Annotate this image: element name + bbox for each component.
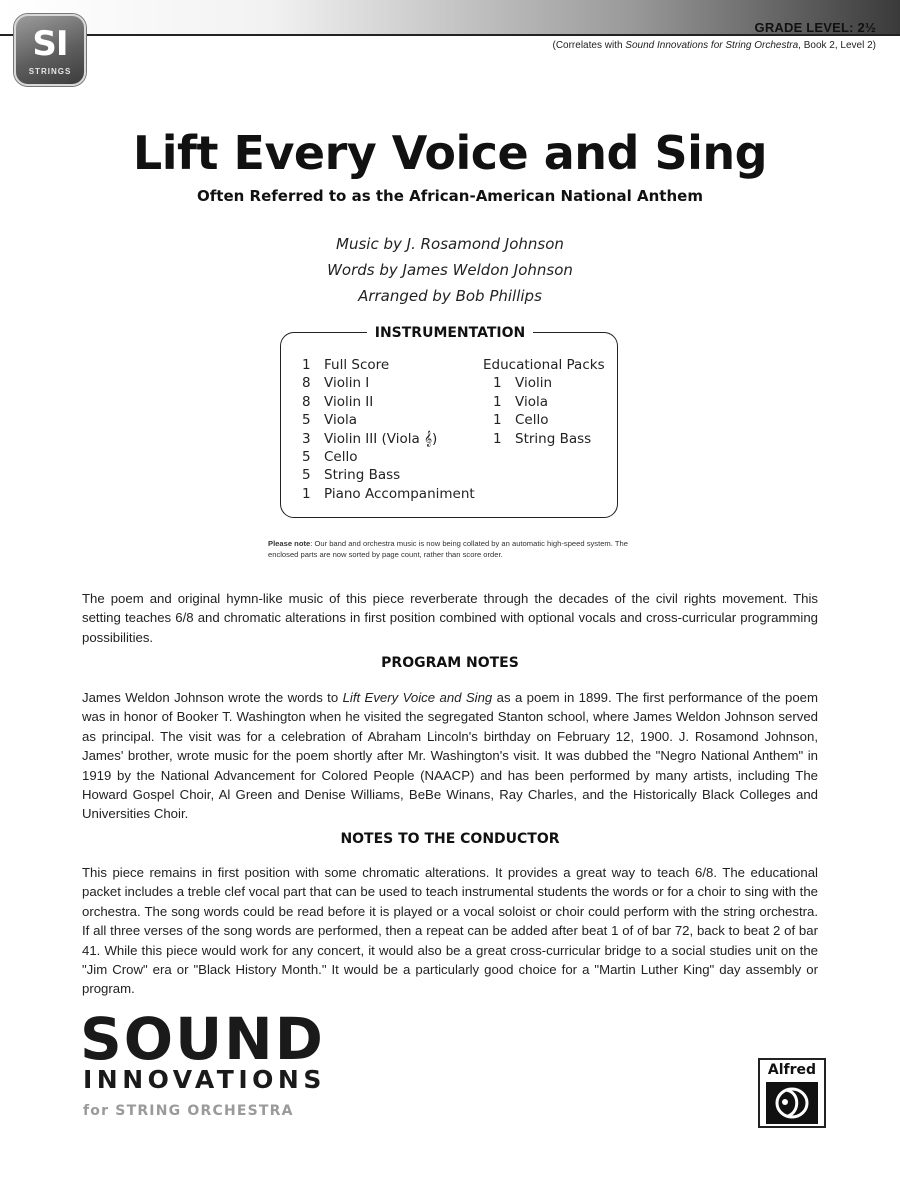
logo-text: SI <box>32 24 68 64</box>
pack-name: Violin <box>515 375 553 392</box>
pack-qty: 1 <box>493 393 502 410</box>
part-qty: 3 <box>302 430 311 447</box>
parts-list <box>302 356 475 503</box>
part-qty: 5 <box>302 467 311 484</box>
pack-qty: 1 <box>493 375 502 392</box>
part-name: Viola <box>324 412 357 429</box>
logo-subtext: STRINGS <box>28 67 72 76</box>
list-item <box>302 448 475 466</box>
part-qty: 5 <box>302 412 311 429</box>
part-qty: 8 <box>302 393 311 410</box>
list-item <box>483 430 605 448</box>
part-qty: 1 <box>302 485 311 502</box>
pack-qty: 1 <box>493 430 502 447</box>
sound-innovations-logo-sound: SOUND <box>80 1005 325 1073</box>
instrumentation-title: INSTRUMENTATION <box>367 325 534 341</box>
program-notes-paragraph <box>82 688 818 824</box>
correlates-prefix: (Correlates with <box>552 40 626 51</box>
part-qty: 1 <box>302 357 311 373</box>
list-item <box>302 466 475 484</box>
alfred-publisher-logo <box>758 1058 826 1128</box>
alfred-mark-icon <box>766 1082 818 1124</box>
part-name: Violin III (Viola 𝄞) <box>324 430 438 447</box>
instrumentation-title-wrap <box>0 324 900 342</box>
please-note <box>268 538 648 560</box>
list-item <box>483 374 605 392</box>
sound-innovations-logo-subtitle: for STRING ORCHESTRA <box>83 1103 294 1119</box>
list-item <box>302 411 475 429</box>
list-item <box>302 485 475 503</box>
part-name: Full Score <box>324 357 390 373</box>
list-item <box>302 374 475 392</box>
grade-level: GRADE LEVEL: 2½ <box>754 20 876 35</box>
correlates-suffix: , Book 2, Level 2) <box>798 40 876 51</box>
si-strings-logo <box>14 14 86 86</box>
part-qty: 5 <box>302 449 311 466</box>
part-name: String Bass <box>324 467 401 484</box>
list-item <box>483 393 605 411</box>
page-title: Lift Every Voice and Sing <box>132 126 768 180</box>
pack-name: String Bass <box>515 430 592 447</box>
conductor-notes-paragraph: This piece remains in first position with some chromatic alterations. It provides a great way to teach 6/8. The educational packet includes a treble clef vocal part that can be used to teach instrumental students the words or for a choir to sing with the orchestra. The song words could be read before it is played or a vocal soloist or choir could perform with the string orchestra. If all three verses of the song words are performed, then a repeat can be added after beat 1 of of bar 72, back to beat 2 of bar 41. While this piece would work for any concert, it would also be a great cross-curricular bridge to a social studies unit on the "Jim Crow" era or "Black History Month." It would be a particularly good choice for a "Martin Luther King" day assembly or program. <box>82 865 818 997</box>
list-item <box>302 356 475 374</box>
credit-arranged: Arranged by Bob Phillips <box>358 287 542 305</box>
part-qty: 8 <box>302 375 311 392</box>
pack-name: Viola <box>515 393 548 410</box>
program-notes-title: Lift Every Voice and Sing <box>342 690 493 705</box>
program-notes-lead: James Weldon Johnson wrote the words to <box>82 690 343 705</box>
part-name: Cello <box>324 449 358 466</box>
alfred-name: Alfred <box>767 1062 817 1078</box>
credit-words: Words by James Weldon Johnson <box>327 261 573 279</box>
correlates-note <box>552 40 876 51</box>
sound-innovations-logo-innovations: INNOVATIONS <box>83 1065 326 1094</box>
program-notes-heading: PROGRAM NOTES <box>381 655 519 671</box>
list-item <box>302 393 475 411</box>
educational-packs-list <box>483 356 605 448</box>
part-name: Violin II <box>324 393 374 410</box>
list-item <box>483 411 605 429</box>
program-notes-rest: as a poem in 1899. The first performance of the poem was in honor of Booker T. Washington when he visited the segregated Stanton school, where James Weldon Johnson served as principal. The visit was for a celebration of Abraham Lincoln's birthday on February 12, 1900. J. Rosamond Johnson, James' brother, wrote music for the poem shortly after Mr. Washington's visit. It was dubbed the "Negro National Anthem" in 1919 by the National Advancement for Colored People (NAACP) and has been performed by many artists, including The Howard Gospel Choir, Al Green and Denise Williams, BeBe Winans, Ray Charles, and the Historically Black Colleges and Universities Choir. <box>82 690 818 822</box>
intro-paragraph: The poem and original hymn-like music of this piece reverberate through the decades of the civil rights movement. This setting teaches 6/8 and chromatic alterations in first position combined with optional vocals and cross-curricular programming possibilities. <box>82 591 818 645</box>
pack-name: Cello <box>515 412 549 429</box>
list-item <box>302 430 475 448</box>
alfred-clef-icon <box>766 1082 818 1124</box>
educational-packs-heading: Educational Packs <box>483 357 605 373</box>
please-note-label: Please note <box>268 539 311 548</box>
page-subtitle: Often Referred to as the African-American National Anthem <box>197 187 703 205</box>
pack-qty: 1 <box>493 412 502 429</box>
correlates-title: Sound Innovations for String Orchestra <box>625 40 799 51</box>
credit-music: Music by J. Rosamond Johnson <box>336 235 564 253</box>
part-name: Piano Accompaniment <box>324 485 475 502</box>
credits <box>0 231 900 309</box>
part-name: Violin I <box>324 375 370 392</box>
conductor-notes-heading: NOTES TO THE CONDUCTOR <box>340 831 560 847</box>
please-note-text: : Our band and orchestra music is now being collated by an automatic high-speed system. The enclosed parts are now sorted by page count, rather than score order. <box>268 539 628 559</box>
